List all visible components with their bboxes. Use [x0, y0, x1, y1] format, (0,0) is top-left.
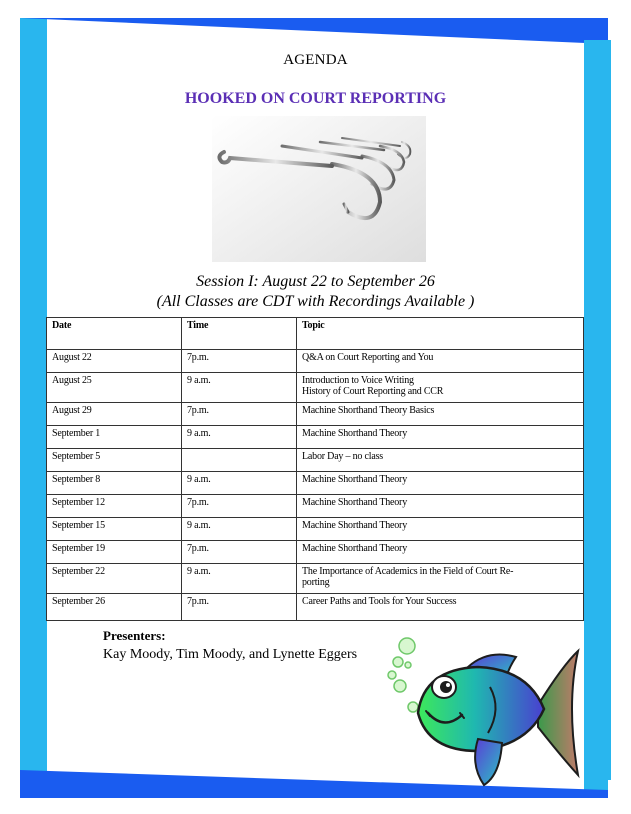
row-date: September 22	[47, 564, 182, 594]
table-row	[47, 472, 584, 495]
table-row	[47, 403, 584, 426]
row-date: September 8	[47, 472, 182, 495]
row-topic-line1: Introduction to Voice Writing	[302, 375, 414, 386]
row-date: August 22	[47, 350, 182, 373]
fish-bottom-fin	[475, 739, 502, 785]
presenters-names: Kay Moody, Tim Moody, and Lynette Eggers	[103, 647, 358, 662]
table-row	[47, 518, 584, 541]
header-time: Time	[182, 318, 297, 350]
row-date: September 5	[47, 449, 182, 472]
row-date: August 29	[47, 403, 182, 426]
bubbles-icon	[388, 638, 418, 712]
table-row	[47, 426, 584, 449]
fish-hooks-image	[212, 116, 426, 262]
row-time: 9 a.m.	[182, 426, 297, 449]
row-time: 7p.m.	[182, 403, 297, 426]
table-row	[47, 541, 584, 564]
row-topic	[297, 373, 584, 403]
fish-illustration	[378, 635, 588, 795]
row-time: 9 a.m.	[182, 564, 297, 594]
row-date: September 12	[47, 495, 182, 518]
row-topic-line2: porting	[302, 577, 330, 588]
row-topic: Career Paths and Tools for Your Success	[297, 594, 584, 621]
session-info	[0, 272, 631, 312]
row-topic: Machine Shorthand Theory	[297, 518, 584, 541]
row-topic: Machine Shorthand Theory Basics	[297, 403, 584, 426]
table-row	[47, 449, 584, 472]
session-dates: Session I: August 22 to September 26	[196, 273, 435, 290]
row-time	[182, 449, 297, 472]
header-date: Date	[47, 318, 182, 350]
header-topic: Topic	[297, 318, 584, 350]
row-date: August 25	[47, 373, 182, 403]
table-row	[47, 373, 584, 403]
table-header-row	[47, 318, 584, 350]
row-time: 7p.m.	[182, 541, 297, 564]
row-date: September 19	[47, 541, 182, 564]
row-date: September 1	[47, 426, 182, 449]
row-topic: Q&A on Court Reporting and You	[297, 350, 584, 373]
row-topic: Machine Shorthand Theory	[297, 541, 584, 564]
table-row	[47, 564, 584, 594]
row-time: 7p.m.	[182, 594, 297, 621]
table-row	[47, 594, 584, 621]
presenters-label: Presenters:	[103, 628, 166, 643]
row-time: 7p.m.	[182, 350, 297, 373]
row-date: September 15	[47, 518, 182, 541]
row-topic-line1: The Importance of Academics in the Field of Court Re-	[302, 566, 514, 577]
row-time: 9 a.m.	[182, 472, 297, 495]
fish-tail	[538, 651, 578, 775]
row-topic-line2: History of Court Reporting and CCR	[302, 386, 444, 397]
row-topic: Labor Day – no class	[297, 449, 584, 472]
row-time: 9 a.m.	[182, 518, 297, 541]
row-topic: Machine Shorthand Theory	[297, 426, 584, 449]
agenda-heading: AGENDA	[283, 52, 348, 68]
row-topic	[297, 564, 584, 594]
row-time: 7p.m.	[182, 495, 297, 518]
agenda-table	[46, 317, 584, 621]
row-date: September 26	[47, 594, 182, 621]
presenters-section	[103, 628, 357, 663]
row-topic: Machine Shorthand Theory	[297, 472, 584, 495]
table-row	[47, 350, 584, 373]
row-time: 9 a.m.	[182, 373, 297, 403]
row-topic: Machine Shorthand Theory	[297, 495, 584, 518]
event-title: HOOKED ON COURT REPORTING	[184, 90, 447, 107]
table-row	[47, 495, 584, 518]
session-note: (All Classes are CDT with Recordings Available )	[156, 293, 475, 310]
